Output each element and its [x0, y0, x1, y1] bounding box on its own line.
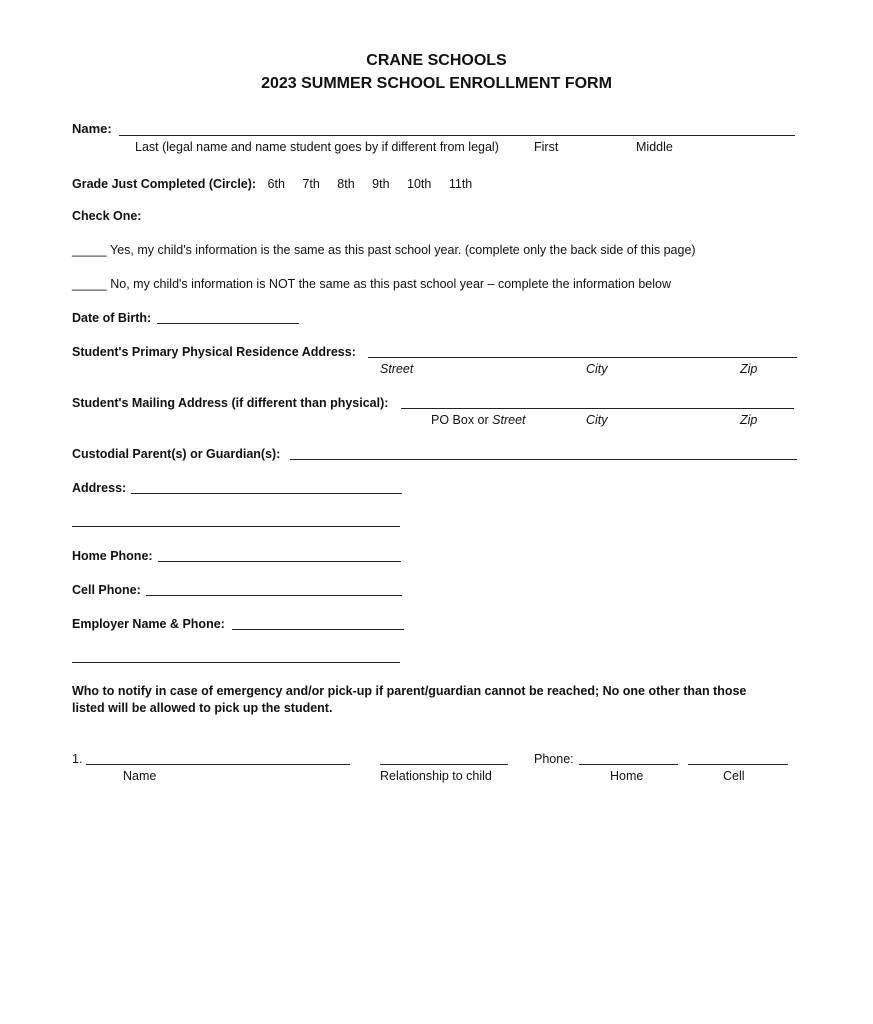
emergency-hint-home: Home — [610, 769, 644, 783]
residence-label: Student's Primary Physical Residence Address: — [72, 345, 356, 359]
dob-label: Date of Birth: — [72, 311, 152, 325]
grade-option-11th[interactable]: 11th — [448, 177, 473, 191]
residence-hint-zip: Zip — [740, 362, 758, 376]
home-phone-field[interactable] — [158, 561, 401, 562]
employer-field-2[interactable] — [72, 662, 400, 663]
residence-field[interactable] — [368, 357, 797, 358]
name-hint-last: Last (legal name and name student goes by if different from legal) — [135, 140, 499, 154]
check-no-row — [72, 277, 671, 291]
emergency-hint-name: Name — [123, 769, 157, 783]
emergency-row-number: 1. — [72, 752, 83, 766]
emergency-notice-line2: listed will be allowed to pick up the student. — [72, 701, 333, 715]
mailing-label: Student's Mailing Address (if different than physical): — [72, 396, 389, 410]
grade-option-8th[interactable]: 8th — [337, 177, 355, 191]
guardian-label: Custodial Parent(s) or Guardian(s): — [72, 447, 281, 461]
address-label: Address: — [72, 481, 127, 495]
name-field[interactable] — [119, 135, 795, 136]
name-hint-middle: Middle — [636, 140, 673, 154]
address-field-1[interactable] — [131, 493, 402, 494]
cell-phone-field[interactable] — [146, 595, 402, 596]
mailing-hint-city: City — [586, 413, 608, 427]
home-phone-label: Home Phone: — [72, 549, 153, 563]
emergency-home-phone-field[interactable] — [579, 764, 678, 765]
emergency-phone-label: Phone: — [534, 752, 574, 766]
emergency-name-field[interactable] — [86, 764, 350, 765]
address-field-2[interactable] — [72, 526, 400, 527]
mailing-hint-po-box: PO Box or — [431, 413, 489, 427]
cell-phone-label: Cell Phone: — [72, 583, 141, 597]
school-name: CRANE SCHOOLS — [366, 52, 507, 69]
guardian-field[interactable] — [290, 459, 797, 460]
mailing-field[interactable] — [401, 408, 794, 409]
name-hint-first: First — [534, 140, 559, 154]
emergency-hint-relationship: Relationship to child — [380, 769, 492, 783]
name-label: Name: — [72, 121, 112, 136]
mailing-hint-zip: Zip — [740, 413, 758, 427]
check-yes-row — [72, 243, 696, 257]
dob-field[interactable] — [157, 323, 299, 324]
check-one-label: Check One: — [72, 209, 142, 223]
grade-row — [72, 175, 486, 193]
emergency-cell-phone-field[interactable] — [688, 764, 788, 765]
employer-field-1[interactable] — [232, 629, 404, 630]
grade-option-10th[interactable]: 10th — [407, 177, 432, 191]
check-yes-text: Yes, my child's information is the same as this past school year. (complete only the back side of this page) — [110, 243, 696, 257]
mailing-hint-po — [431, 413, 526, 427]
emergency-hint-cell: Cell — [723, 769, 745, 783]
grade-option-7th[interactable]: 7th — [302, 177, 320, 191]
residence-hint-city: City — [586, 362, 608, 376]
check-no-text: No, my child's information is NOT the same as this past school year – complete the information below — [110, 277, 671, 291]
grade-label: Grade Just Completed (Circle): — [72, 177, 257, 191]
residence-hint-street: Street — [380, 362, 414, 376]
check-yes-blank[interactable]: _____ — [72, 243, 107, 257]
mailing-hint-street: Street — [492, 413, 526, 427]
check-no-blank[interactable]: _____ — [72, 277, 107, 291]
employer-label: Employer Name & Phone: — [72, 617, 225, 631]
grade-option-9th[interactable]: 9th — [372, 177, 390, 191]
emergency-notice-line1: Who to notify in case of emergency and/or pick-up if parent/guardian cannot be reached; No one other than those — [72, 684, 747, 698]
grade-option-6th[interactable]: 6th — [267, 177, 285, 191]
emergency-relationship-field[interactable] — [380, 764, 508, 765]
form-title: 2023 SUMMER SCHOOL ENROLLMENT FORM — [261, 75, 612, 92]
